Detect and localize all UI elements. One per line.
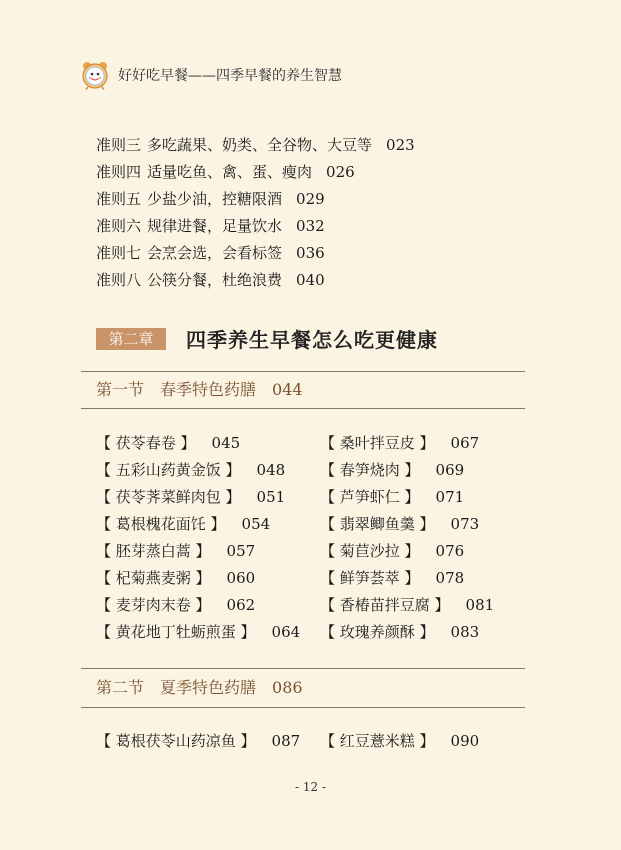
divider bbox=[81, 668, 525, 669]
toc-entry-rule[interactable]: 准则五 少盐少油，控糖限酒 029 bbox=[96, 190, 325, 208]
toc-entry-recipe[interactable]: 【 桑叶拌豆皮 】 067 bbox=[320, 434, 480, 452]
section-heading[interactable]: 第二节 夏季特色药膳 086 bbox=[96, 678, 303, 697]
page-number: - 12 - bbox=[294, 780, 326, 794]
toc-entry-recipe[interactable]: 【 茯苓荠菜鲜肉包 】 051 bbox=[96, 488, 286, 506]
divider bbox=[81, 371, 525, 372]
recipe-list-right bbox=[320, 728, 479, 755]
book-title: 好好吃早餐——四季早餐的养生智慧 bbox=[118, 68, 342, 84]
toc-entry-recipe[interactable]: 【 茯苓春卷 】 045 bbox=[96, 434, 241, 452]
toc-entry-rule[interactable]: 准则六 规律进餐，足量饮水 032 bbox=[96, 217, 325, 235]
rules-list bbox=[96, 132, 415, 294]
recipe-list-right bbox=[320, 430, 494, 646]
toc-entry-rule[interactable]: 准则四 适量吃鱼、禽、蛋、瘦肉 026 bbox=[96, 163, 355, 181]
toc-entry-rule[interactable]: 准则七 会烹会选，会看标签 036 bbox=[96, 244, 325, 262]
toc-entry-recipe[interactable]: 【 春笋烧肉 】 069 bbox=[320, 461, 465, 479]
recipe-list-left bbox=[96, 430, 300, 646]
toc-entry-recipe[interactable]: 【 菊苣沙拉 】 076 bbox=[320, 542, 465, 560]
toc-entry-rule[interactable]: 准则八 公筷分餐，杜绝浪费 040 bbox=[96, 271, 325, 289]
section-heading[interactable]: 第一节 春季特色药膳 044 bbox=[96, 380, 303, 399]
alarm-clock-icon bbox=[80, 60, 110, 90]
toc-entry-recipe[interactable]: 【 葛根槐花面饦 】 054 bbox=[96, 515, 271, 533]
toc-entry-rule[interactable]: 准则三 多吃蔬果、奶类、全谷物、大豆等 023 bbox=[96, 136, 415, 154]
toc-entry-recipe[interactable]: 【 黄花地丁牡蛎煎蛋 】 064 bbox=[96, 623, 301, 641]
toc-entry-recipe[interactable]: 【 胚芽蒸白蒿 】 057 bbox=[96, 542, 256, 560]
chapter-title: 四季养生早餐怎么吃更健康 bbox=[186, 328, 438, 352]
toc-entry-recipe[interactable]: 【 五彩山药黄金饭 】 048 bbox=[96, 461, 286, 479]
divider bbox=[81, 408, 525, 409]
toc-entry-recipe[interactable]: 【 鲜笋荟萃 】 078 bbox=[320, 569, 465, 587]
divider bbox=[81, 707, 525, 708]
toc-entry-recipe[interactable]: 【 葛根茯苓山药凉鱼 】 087 bbox=[96, 732, 301, 750]
toc-entry-recipe[interactable]: 【 翡翠鲫鱼羹 】 073 bbox=[320, 515, 480, 533]
recipe-list-left bbox=[96, 728, 300, 755]
chapter-tag: 第二章 bbox=[96, 328, 166, 350]
chapter-heading[interactable] bbox=[96, 324, 438, 353]
toc-entry-recipe[interactable]: 【 香椿苗拌豆腐 】 081 bbox=[320, 596, 495, 614]
running-header bbox=[80, 60, 342, 90]
toc-entry-recipe[interactable]: 【 芦笋虾仁 】 071 bbox=[320, 488, 465, 506]
toc-entry-recipe[interactable]: 【 红豆薏米糕 】 090 bbox=[320, 732, 480, 750]
toc-entry-recipe[interactable]: 【 杞菊燕麦粥 】 060 bbox=[96, 569, 256, 587]
toc-entry-recipe[interactable]: 【 麦芽肉末卷 】 062 bbox=[96, 596, 256, 614]
toc-entry-recipe[interactable]: 【 玫瑰养颜酥 】 083 bbox=[320, 623, 480, 641]
